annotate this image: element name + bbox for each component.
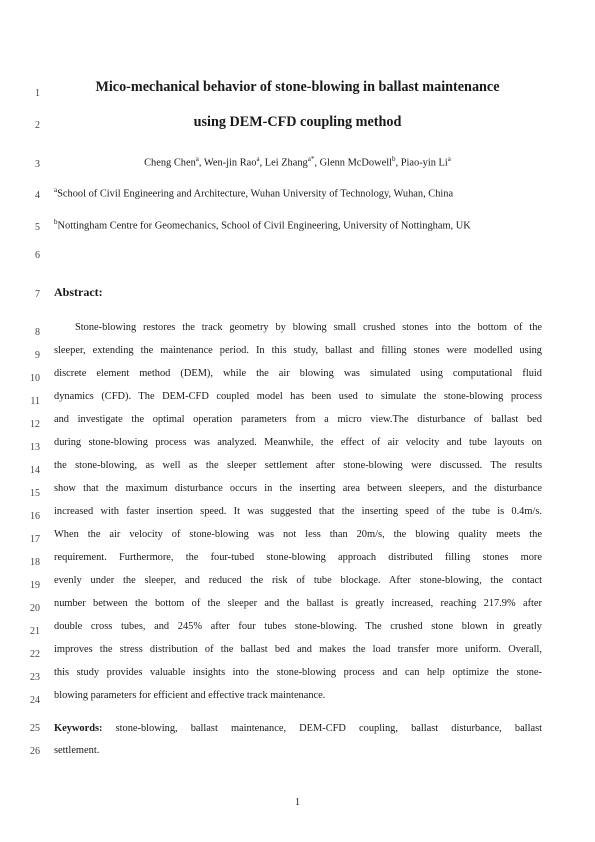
paper-title-line-2: using DEM-CFD coupling method [193,114,402,130]
author-list [0,155,595,168]
line-number: 11 [30,396,40,407]
abstract-line: discrete element method (DEM), while the air blowing was simulated using computational fluid [54,368,542,379]
line-number: 17 [30,534,40,545]
line-number: 15 [30,488,40,499]
author-separator: , [259,157,265,169]
author-separator: , [198,157,204,169]
abstract-line: increased with faster insertion speed. It was suggested that the inserting speed of the tube is 0.4m/s. [54,506,542,517]
line-number: 3 [35,159,40,170]
affiliation-a [54,186,453,199]
line-number: 1 [35,88,40,99]
page-number: 1 [295,797,300,808]
abstract-line: during stone-blowing process was analyzed. Meanwhile, the effect of air velocity and tube layouts on [54,437,542,448]
author-name: Glenn McDowell [319,157,393,169]
keywords-line-2: settlement. [54,745,100,756]
abstract-line: this study provides valuable insights into the stone-blowing process and can help optimize the stone- [54,667,542,678]
affiliation-b [54,218,471,231]
affiliation-text: Nottingham Centre for Geomechanics, School of Civil Engineering, University of Nottingham, UK [57,220,471,232]
author-affiliation-mark: a [447,155,451,163]
line-number: 21 [30,626,40,637]
line-number: 12 [30,419,40,430]
line-number: 8 [35,327,40,338]
author-separator: , [314,157,320,169]
author-affiliation-mark: a* [307,155,315,163]
line-number: 24 [30,695,40,706]
line-number: 4 [35,190,40,201]
line-number: 22 [30,649,40,660]
author-separator: , [395,157,401,169]
line-number: 23 [30,672,40,683]
paper-title-line-1: Mico-mechanical behavior of stone-blowing in ballast maintenance [95,79,500,95]
abstract-line: dynamics (CFD). The DEM-CFD coupled model has been used to simulate the stone-blowing process [54,391,542,402]
line-number: 13 [30,442,40,453]
abstract-line: number between the bottom of the sleeper and the ballast is greatly increased, reaching 217.9% after [54,598,542,609]
abstract-line: evenly under the sleeper, and reduced the risk of tube blockage. After stone-blowing, the contact [54,575,542,586]
abstract-line: sleeper, extending the maintenance period. In this study, ballast and filling stones were modelled using [54,345,542,356]
keywords-line-1 [54,723,542,734]
abstract-line: double cross tubes, and 245% after four tubes stone-blowing. The crushed stone blown in greatly [54,621,542,632]
author-name: Cheng Chen [144,157,196,169]
abstract-heading: Abstract: [54,285,103,299]
line-number: 2 [35,120,40,131]
line-number: 10 [30,373,40,384]
author-affiliation-mark: a [256,155,260,163]
line-number: 16 [30,511,40,522]
abstract-line: the stone-blowing, as well as the sleeper settlement after stone-blowing were discussed. The results [54,460,542,471]
affiliation-mark: b [54,218,58,226]
line-number: 6 [35,250,40,261]
abstract-line: show that the maximum disturbance occurs in the inserting area between sleepers, and the disturbance [54,483,542,494]
keywords-label: Keywords: [54,723,103,734]
abstract-line: and investigate the optimal operation parameters from a micro view.The disturbance of ballast bed [54,414,542,425]
line-number: 5 [35,222,40,233]
abstract-line: improves the stress distribution of the ballast bed and makes the load transfer more uniform. Overall, [54,644,542,655]
line-number: 7 [35,289,40,300]
affiliation-mark: a [54,186,58,194]
keywords-text: stone-blowing, ballast maintenance, DEM-CFD coupling, ballast disturbance, ballast [102,723,542,734]
author-name: Lei Zhang [264,157,308,169]
line-number: 18 [30,557,40,568]
line-number: 9 [35,350,40,361]
abstract-line: requirement. Furthermore, the four-tubed stone-blowing approach distributed filling stones more [54,552,542,563]
line-number: 25 [30,723,40,734]
line-number: 14 [30,465,40,476]
abstract-line: blowing parameters for efficient and effective track maintenance. [54,690,326,701]
author-affiliation-mark: a [195,155,199,163]
abstract-line: When the air velocity of stone-blowing was not less than 20m/s, the blowing quality meets the [54,529,542,540]
author-affiliation-mark: b [392,155,396,163]
line-number: 20 [30,603,40,614]
affiliation-text: School of Civil Engineering and Architecture, Wuhan University of Technology, Wuhan, China [57,188,454,200]
line-number: 19 [30,580,40,591]
author-name: Piao-yin Li [400,157,448,169]
abstract-line: Stone-blowing restores the track geometry by blowing small crushed stones into the bottom of the [75,322,542,333]
author-name: Wen-jin Rao [203,157,257,169]
line-number: 26 [30,746,40,757]
